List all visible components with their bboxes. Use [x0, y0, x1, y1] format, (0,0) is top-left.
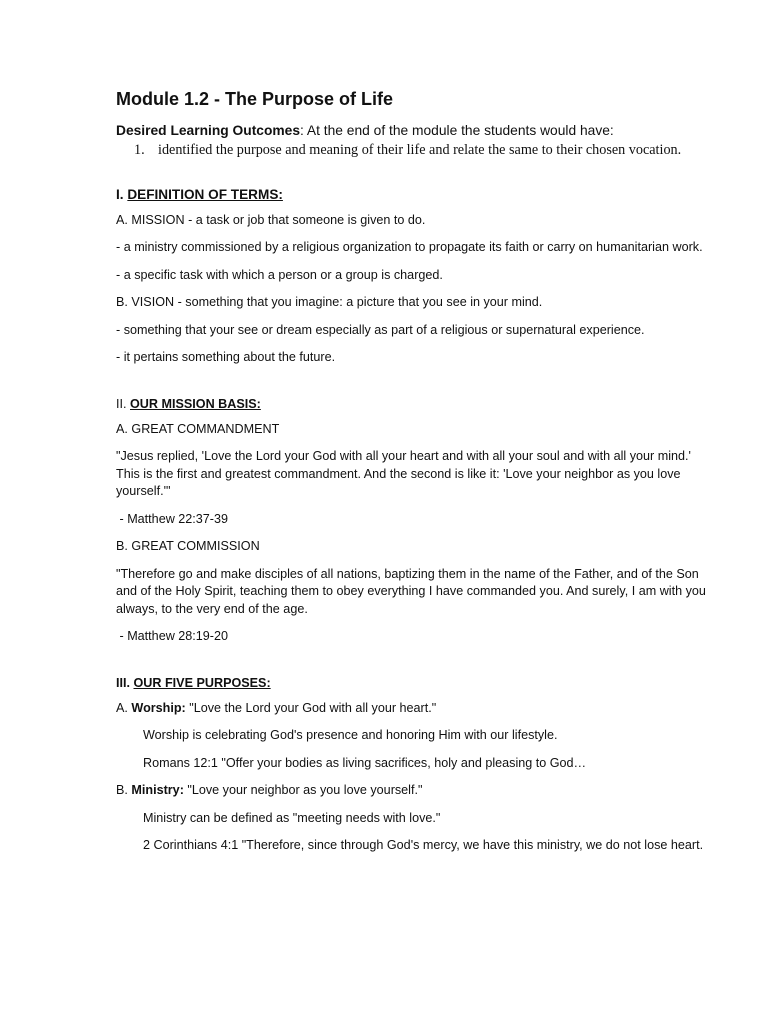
section-heading-definitions: I. DEFINITION OF TERMS:: [116, 186, 283, 202]
outcomes-text: : At the end of the module the students would have:: [300, 123, 614, 138]
paragraph: - a ministry commissioned by a religious organization to propagate its faith or carry on humanitarian work.: [116, 240, 703, 254]
outcomes-list: [116, 142, 716, 160]
section-heading-five-purposes: III. OUR FIVE PURPOSES:: [116, 675, 271, 690]
paragraph: B. VISION - something that you imagine: a picture that you see in your mind.: [116, 295, 543, 309]
document-body: [116, 88, 716, 865]
page-title: Module 1.2 - The Purpose of Life: [116, 89, 394, 109]
scripture-reference: - Matthew 22:37-39: [116, 511, 229, 526]
paragraph: A. GREAT COMMANDMENT: [116, 421, 280, 436]
paragraph: Worship is celebrating God's presence and honoring Him with our lifestyle.: [143, 728, 558, 742]
list-item-text: identified the purpose and meaning of their life and relate the same to their chosen vocation.: [158, 142, 682, 158]
scripture-reference: 2 Corinthians 4:1 "Therefore, since through God's mercy, we have this ministry, we do not lose heart.: [143, 838, 704, 852]
paragraph: - something that your see or dream especially as part of a religious or supernatural experience.: [116, 322, 645, 337]
learning-outcomes-intro: [116, 121, 716, 140]
scripture-reference: Romans 12:1 "Offer your bodies as living sacrifices, holy and pleasing to God…: [143, 755, 587, 770]
paragraph: - a specific task with which a person or a group is charged.: [116, 267, 443, 282]
paragraph: - it pertains something about the future.: [116, 350, 336, 364]
scripture-reference: - Matthew 28:19-20: [116, 629, 229, 643]
outcomes-label: Desired Learning Outcomes: [116, 123, 301, 138]
paragraph: Ministry can be defined as "meeting needs with love.": [143, 810, 441, 825]
paragraph: B. GREAT COMMISSION: [116, 539, 260, 553]
paragraph: "Jesus replied, 'Love the Lord your God with all your heart and with all your soul and with all your mind.' This is the first and greatest commandment. And the second is like it: 'Love your neighbor as you love yourself.'": [116, 449, 691, 498]
purpose-ministry: B. Ministry: "Love your neighbor as you love yourself.": [116, 783, 423, 797]
list-item-number: 1.: [134, 142, 145, 158]
paragraph: "Therefore go and make disciples of all nations, baptizing them in the name of the Father, and of the Son and of the Holy Spirit, teaching them to obey everything I have commanded you. And surely, I am with you always, to the very end of the age.: [116, 566, 706, 616]
paragraph: A. MISSION - a task or job that someone is given to do.: [116, 212, 426, 227]
list-item: [134, 142, 716, 160]
section-heading-mission-basis: II. OUR MISSION BASIS:: [116, 396, 261, 411]
purpose-worship: A. Worship: "Love the Lord your God with all your heart.": [116, 700, 437, 715]
